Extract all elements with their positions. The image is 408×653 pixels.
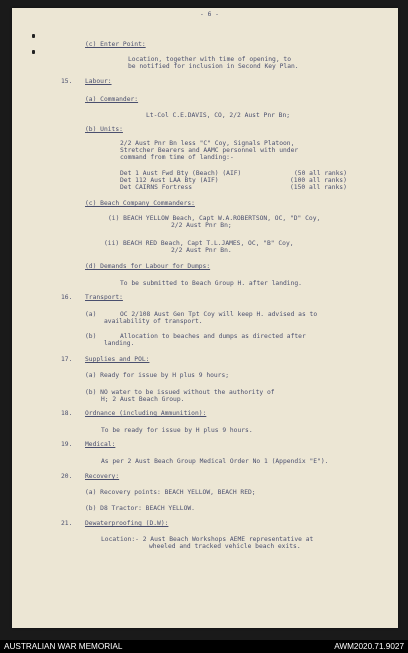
document-line: (50 all ranks) (294, 170, 348, 177)
section-heading: (b) Units: (85, 126, 123, 133)
section-heading: Supplies and POL: (85, 356, 150, 363)
document-line: (a) Ready for issue by H plus 9 hours; (85, 372, 230, 379)
section-heading: (d) Demands for Labour for Dumps: (85, 263, 211, 270)
document-line: As per 2 Aust Beach Group Medical Order No 1 (Appendix "E"). (101, 458, 329, 465)
archive-footer (0, 640, 408, 653)
section-heading: Ordnance (including Ammunition): (85, 410, 207, 417)
document-line: H; 2 Aust Beach Group. (101, 396, 185, 403)
document-line: (a) Recovery points: BEACH YELLOW, BEACH RED; (85, 489, 256, 496)
document-line: (100 all ranks) (290, 177, 347, 184)
document-line: Det CAIRNS Fortress (120, 184, 193, 191)
document-line: (b) (85, 333, 97, 340)
document-line: 18. (61, 410, 73, 417)
document-line: wheeled and tracked vehicle beach exits. (149, 543, 301, 550)
document-line: OC 2/108 Aust Gen Tpt Coy will keep H. advised as to (120, 311, 318, 318)
footer-institution: AUSTRALIAN WAR MEMORIAL (4, 642, 123, 651)
document-line: Det 112 Aust LAA Bty (AIF) (120, 177, 219, 184)
document-line: 21. (61, 520, 73, 527)
document-line: command from time of landing:- (120, 154, 234, 161)
document-line: Det 1 Aust Fwd Bty (Beach) (AIF) (120, 170, 242, 177)
document-line: landing. (104, 340, 135, 347)
document-line: 16. (61, 294, 73, 301)
document-line: be notified for inclusion in Second Key Plan. (128, 63, 299, 70)
document-line: availability of transport. (104, 318, 203, 325)
document-line: 15. (61, 78, 73, 85)
document-line: Allocation to beaches and dumps as directed after (120, 333, 306, 340)
section-heading: Labour: (85, 78, 112, 85)
document-line: Location, together with time of opening, to (128, 56, 292, 63)
document-line: Lt-Col C.E.DAVIS, CO, 2/2 Aust Pnr Bn; (146, 112, 291, 119)
document-line: (150 all ranks) (290, 184, 347, 191)
document-line: 2/2 Aust Pnr Bn; (171, 222, 232, 229)
document-line: 2/2 Aust Pnr Bn. (171, 247, 232, 254)
section-heading: Transport: (85, 294, 123, 301)
document-line: (ii) BEACH RED Beach, Capt T.L.JAMES, OC, "B" Coy, (104, 240, 294, 247)
document-line: Stretcher Bearers and AAMC personnel with under (120, 147, 299, 154)
punch-hole-mark (32, 50, 35, 54)
section-heading: Medical: (85, 441, 116, 448)
document-line: Location:- 2 Aust Beach Workshops AEME representative at (101, 536, 314, 543)
document-line: (b) NO water to be issued without the authority of (85, 389, 275, 396)
document-line: 20. (61, 473, 73, 480)
document-line: To be submitted to Beach Group H. after landing. (120, 280, 302, 287)
page-number: - 6 - (200, 11, 219, 18)
footer-accession-number: AWM2020.71.9027 (334, 642, 404, 651)
document-line: To be ready for issue by H plus 9 hours. (101, 427, 253, 434)
document-line: (i) BEACH YELLOW Beach, Capt W.A.ROBERTSON, OC, "D" Coy, (108, 215, 321, 222)
document-line: 2/2 Aust Pnr Bn less "C" Coy, Signals Platoon, (120, 140, 295, 147)
punch-hole-mark (32, 34, 35, 38)
document-line: 19. (61, 441, 73, 448)
section-heading: Dewaterproofing (D.W): (85, 520, 169, 527)
document-line: 17. (61, 356, 73, 363)
section-heading: (c) Enter Point: (85, 41, 146, 48)
document-line: (a) (85, 311, 97, 318)
section-heading: Recovery: (85, 473, 120, 480)
section-heading: (c) Beach Company Commanders: (85, 200, 195, 207)
document-line: (b) D8 Tractor: BEACH YELLOW. (85, 505, 195, 512)
section-heading: (a) Commander: (85, 96, 139, 103)
